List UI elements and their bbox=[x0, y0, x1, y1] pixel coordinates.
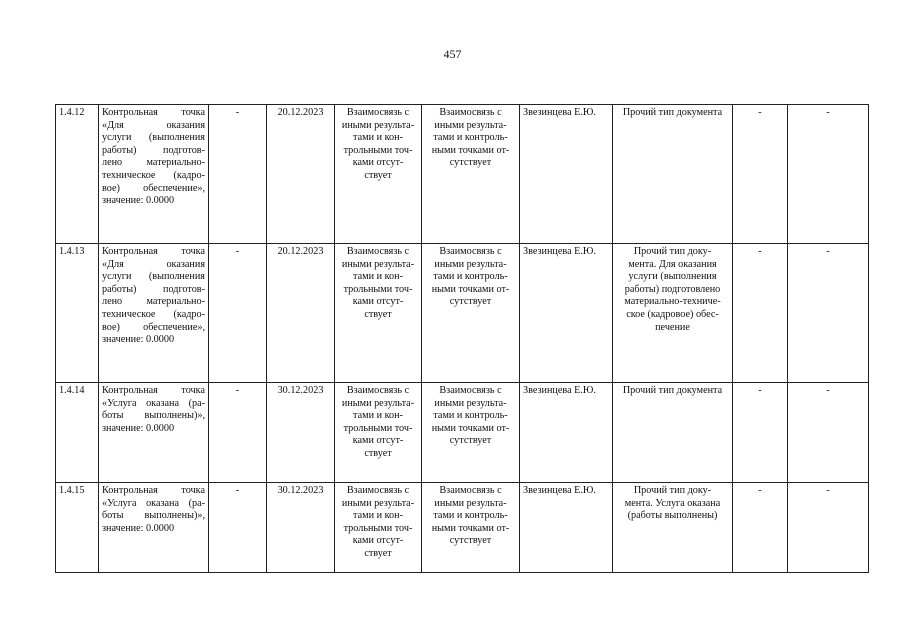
column-9-cell: - bbox=[733, 383, 788, 483]
relationship-points-cell: Взаимосвязь с иными результа- тами и контроль- ными точками от- сутствует bbox=[422, 244, 520, 383]
name-line: вое) обеспечение», bbox=[102, 182, 205, 194]
relationship-results-cell: Взаимосвязь с иными результа- тами и кон- трольными точ- ками отсут- ствует bbox=[335, 483, 422, 573]
row-number-cell: 1.4.12 bbox=[56, 105, 99, 244]
name-line: Контрольная точка bbox=[102, 246, 205, 257]
name-line: лено материально- bbox=[102, 296, 205, 308]
name-line: «Для оказания bbox=[102, 258, 205, 270]
name-line: лено материально- bbox=[102, 157, 205, 169]
column-10-cell: - bbox=[788, 105, 869, 244]
document-type-cell: Прочий тип документа bbox=[613, 105, 733, 244]
date-cell: 20.12.2023 bbox=[267, 105, 335, 244]
row-number-cell: 1.4.15 bbox=[56, 483, 99, 573]
relationship-points-cell: Взаимосвязь с иными результа- тами и контроль- ными точками от- сутствует bbox=[422, 483, 520, 573]
name-line: значение: 0.0000 bbox=[102, 422, 175, 434]
column-3-cell: - bbox=[209, 244, 267, 383]
date-cell: 30.12.2023 bbox=[267, 383, 335, 483]
control-point-name-cell bbox=[99, 244, 209, 383]
name-line: значение: 0.0000 bbox=[102, 522, 175, 534]
date-cell: 20.12.2023 bbox=[267, 244, 335, 383]
control-point-name-cell bbox=[99, 105, 209, 244]
responsible-person-cell: Звезинцева Е.Ю. bbox=[520, 483, 613, 573]
responsible-person-cell: Звезинцева Е.Ю. bbox=[520, 383, 613, 483]
document-type-cell: Прочий тип доку- мента. Для оказания услуги (выполнения работы) подготовлено материально-техниче- ское (кадровое) обес- печение bbox=[613, 244, 733, 383]
name-line: работы) подготов- bbox=[102, 144, 205, 156]
name-line: Контрольная точка bbox=[102, 385, 205, 396]
row-number-cell: 1.4.13 bbox=[56, 244, 99, 383]
name-line: работы) подготов- bbox=[102, 283, 205, 295]
table-row bbox=[56, 383, 869, 483]
column-3-cell: - bbox=[209, 383, 267, 483]
name-line: «Услуга оказана (ра- bbox=[102, 397, 205, 409]
column-3-cell: - bbox=[209, 483, 267, 573]
column-3-cell: - bbox=[209, 105, 267, 244]
name-line: техническое (кадро- bbox=[102, 169, 205, 181]
name-line: «Услуга оказана (ра- bbox=[102, 497, 205, 509]
document-type-cell: Прочий тип доку- мента. Услуга оказана (работы выполнены) bbox=[613, 483, 733, 573]
column-10-cell: - bbox=[788, 383, 869, 483]
name-line: техническое (кадро- bbox=[102, 308, 205, 320]
column-9-cell: - bbox=[733, 244, 788, 383]
table-row bbox=[56, 105, 869, 244]
page-number: 457 bbox=[443, 47, 462, 61]
name-line: вое) обеспечение», bbox=[102, 321, 205, 333]
name-line: Контрольная точка bbox=[102, 107, 205, 118]
document-type-cell: Прочий тип документа bbox=[613, 383, 733, 483]
relationship-results-cell: Взаимосвязь с иными результа- тами и кон- трольными точ- ками отсут- ствует bbox=[335, 383, 422, 483]
name-line: Контрольная точка bbox=[102, 485, 205, 496]
table-row bbox=[56, 483, 869, 573]
table-body bbox=[56, 105, 869, 573]
column-9-cell: - bbox=[733, 483, 788, 573]
responsible-person-cell: Звезинцева Е.Ю. bbox=[520, 105, 613, 244]
name-line: значение: 0.0000 bbox=[102, 195, 175, 207]
relationship-points-cell: Взаимосвязь с иными результа- тами и контроль- ными точками от- сутствует bbox=[422, 105, 520, 244]
responsible-person-cell: Звезинцева Е.Ю. bbox=[520, 244, 613, 383]
control-point-name-cell bbox=[99, 383, 209, 483]
name-line: «Для оказания bbox=[102, 119, 205, 131]
column-10-cell: - bbox=[788, 244, 869, 383]
relationship-results-cell: Взаимосвязь с иными результа- тами и кон- трольными точ- ками отсут- ствует bbox=[335, 244, 422, 383]
table-row bbox=[56, 244, 869, 383]
name-line: услуги (выполнения bbox=[102, 132, 205, 144]
relationship-points-cell: Взаимосвязь с иными результа- тами и контроль- ными точками от- сутствует bbox=[422, 383, 520, 483]
relationship-results-cell: Взаимосвязь с иными результа- тами и кон- трольными точ- ками отсут- ствует bbox=[335, 105, 422, 244]
control-point-name-cell bbox=[99, 483, 209, 573]
name-line: боты выполнены)», bbox=[102, 410, 205, 422]
name-line: боты выполнены)», bbox=[102, 510, 205, 522]
control-points-table bbox=[55, 104, 869, 573]
name-line: значение: 0.0000 bbox=[102, 334, 175, 346]
name-line: услуги (выполнения bbox=[102, 271, 205, 283]
row-number-cell: 1.4.14 bbox=[56, 383, 99, 483]
column-9-cell: - bbox=[733, 105, 788, 244]
date-cell: 30.12.2023 bbox=[267, 483, 335, 573]
column-10-cell: - bbox=[788, 483, 869, 573]
